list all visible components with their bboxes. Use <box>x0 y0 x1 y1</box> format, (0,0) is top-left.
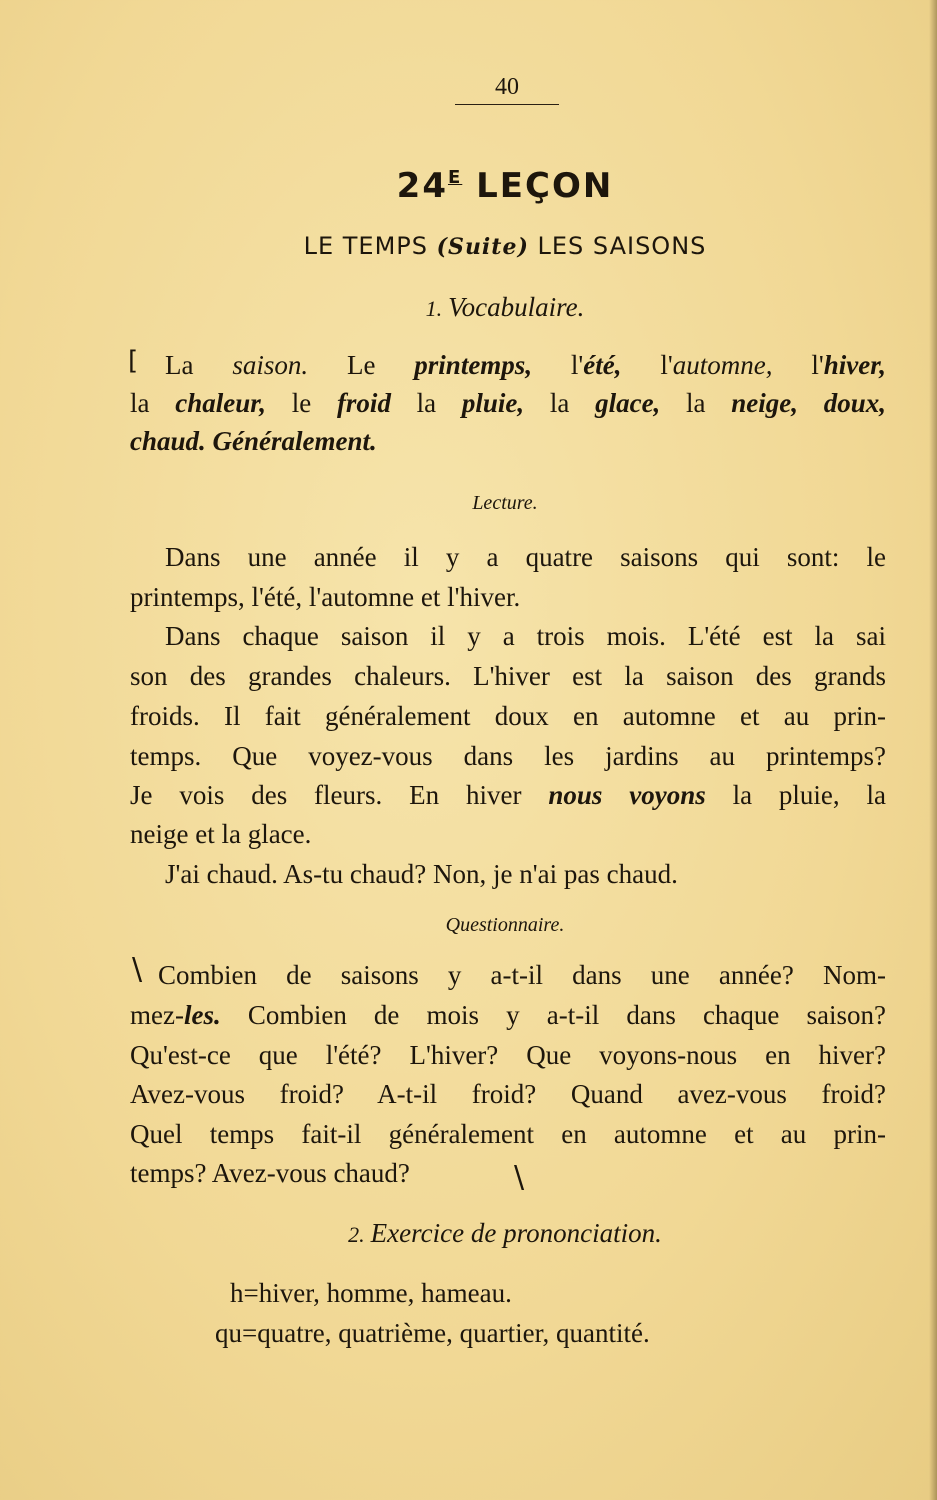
questionnaire-text: mez- <box>130 1000 184 1030</box>
vocab-text: La <box>165 350 233 380</box>
vocab-word: chaleur, <box>175 388 266 418</box>
vocab-word: froid <box>336 388 391 418</box>
lecture-line: J'ai chaud. As-tu chaud? Non, je n'ai pas chaud. <box>165 859 678 889</box>
questionnaire-line: Combien de saisons y a-t-il dans une année? Nom- <box>158 960 886 990</box>
vocab-text: la <box>524 388 596 418</box>
vocab-text: l' <box>621 350 673 380</box>
lecture-line: Dans une année il y a quatre saisons qui sont: le <box>165 542 886 572</box>
subtitle-suite: (Suite) <box>436 234 529 260</box>
lecture-heading: Lecture. <box>472 492 538 514</box>
lecture-line: froids. Il fait généralement doux en automne et au prin- <box>130 701 886 731</box>
vocab-line-1 <box>165 346 886 384</box>
questionnaire-line: Quel temps fait-il généralement en automne et au prin- <box>130 1119 886 1149</box>
vocab-word: chaud. Généralement. <box>130 426 377 456</box>
vocab-text: la <box>390 388 462 418</box>
vocab-text: Le <box>308 350 415 380</box>
section-number: 1. <box>425 296 443 321</box>
vocab-text: le <box>266 388 337 418</box>
lesson-ordinal: E <box>447 167 463 188</box>
subtitle-pre: LE TEMPS <box>303 232 428 260</box>
lecture-line: Dans chaque saison il y a trois mois. L'été est la sai <box>165 621 886 651</box>
vocab-text: la <box>130 388 176 418</box>
vocab-text: l' <box>532 350 584 380</box>
pronunciation-line: h=hiver, homme, hameau. <box>230 1278 512 1308</box>
questionnaire-line: Qu'est-ce que l'été? L'hiver? Que voyons-nous en hiver? <box>130 1040 886 1070</box>
questionnaire-text: Combien de mois y a-t-il dans chaque saison? <box>220 1000 886 1030</box>
section-title: Exercice de prononciation. <box>370 1218 662 1248</box>
vocab-word: printemps, <box>414 350 533 380</box>
vocabulary-heading <box>0 292 937 323</box>
vocab-word: neige, doux, <box>731 388 886 418</box>
pencil-check-mark: \ <box>514 1160 525 1195</box>
vocab-word: saison. <box>232 350 309 380</box>
lecture-line: temps. Que voyez-vous dans les jardins au printemps? <box>130 741 886 771</box>
lecture-emphasis: nous voyons <box>548 780 706 810</box>
subtitle-post: LES SAISONS <box>537 232 707 260</box>
vocab-line-2 <box>130 384 886 422</box>
section-number: 2. <box>348 1222 365 1247</box>
lecture-line: printemps, l'été, l'automne et l'hiver. <box>130 582 521 612</box>
vocab-word: été, <box>583 350 622 380</box>
pronunciation-line: qu=quatre, quatrième, quartier, quantité. <box>215 1318 650 1348</box>
lesson-subtitle <box>0 232 937 260</box>
page-number: 40 <box>495 74 519 100</box>
vocab-word: automne, <box>672 350 773 380</box>
lecture-text: Je vois des fleurs. En hiver <box>130 780 549 810</box>
vocab-word: pluie, <box>461 388 525 418</box>
pencil-check-mark: \ <box>132 952 143 987</box>
lecture-text: la pluie, la <box>705 780 886 810</box>
questionnaire-line <box>130 996 886 1034</box>
lesson-word: LEÇON <box>476 166 614 206</box>
lesson-heading <box>0 166 937 206</box>
section-title: Vocabulaire. <box>448 292 585 322</box>
margin-bracket-mark: [ <box>128 346 139 376</box>
vocab-word: hiver, <box>823 350 886 380</box>
vocab-line-3 <box>130 422 886 460</box>
page-edge-shadow <box>929 0 937 1500</box>
questionnaire-heading: Questionnaire. <box>445 914 565 936</box>
lecture-line <box>130 776 886 814</box>
questionnaire-line: Avez-vous froid? A-t-il froid? Quand avez-vous froid? <box>130 1079 886 1109</box>
pronunciation-heading <box>0 1218 937 1249</box>
vocab-text: l' <box>772 350 824 380</box>
lecture-line: son des grandes chaleurs. L'hiver est la saison des grands <box>130 661 886 691</box>
questionnaire-line: temps? Avez-vous chaud? <box>130 1158 410 1188</box>
lecture-line: neige et la glace. <box>130 819 312 849</box>
questionnaire-emphasis: les. <box>183 1000 221 1030</box>
lesson-number: 24 <box>396 166 448 206</box>
vocab-word: glace, <box>595 388 661 418</box>
vocab-text: la <box>660 388 732 418</box>
page-number-rule <box>455 104 559 105</box>
